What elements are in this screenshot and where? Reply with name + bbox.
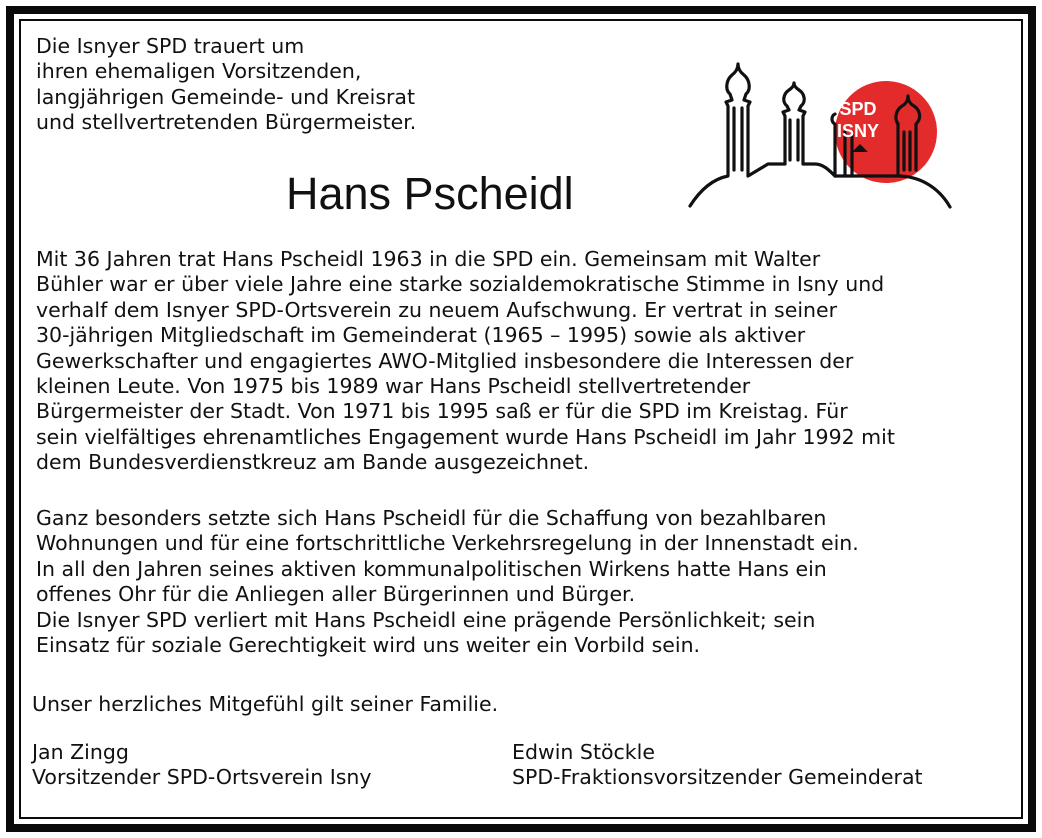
paragraph-line: sein vielfältiges ehrenamtliches Engagement wurde Hans Pscheidl im Jahr 1992 mit: [36, 424, 895, 449]
paragraph-line: 30-jährigen Mitgliedschaft im Gemeinderat (1965 – 1995) sowie als aktiver: [36, 323, 806, 348]
signatory-name: Jan Zingg: [32, 740, 129, 764]
intro-line: langjährigen Gemeinde- und Kreisrat: [36, 84, 416, 109]
intro-text: [36, 34, 416, 135]
condolence-line: Unser herzliches Mitgefühl gilt seiner Familie.: [32, 692, 499, 716]
logo-spd-text: SPD: [839, 99, 877, 119]
signatory-role: SPD-Fraktionsvorsitzender Gemeinderat: [512, 765, 923, 790]
paragraph-line: offenes Ohr für die Anliegen aller Bürgerinnen und Bürger.: [36, 582, 636, 607]
paragraph-line: Mit 36 Jahren trat Hans Pscheidl 1963 in die SPD ein. Gemeinsam mit Walter: [36, 247, 821, 271]
paragraph-line: Bürgermeister der Stadt. Von 1971 bis 1995 saß er für die SPD im Kreistag. Für: [36, 399, 848, 424]
signatory-role: Vorsitzender SPD-Ortsverein Isny: [32, 765, 372, 790]
intro-line: und stellvertretenden Bürgermeister.: [36, 109, 417, 134]
signature-right: [512, 740, 923, 791]
paragraph-line: Wohnungen und für eine fortschrittliche Verkehrsregelung in der Innenstadt ein.: [36, 531, 859, 556]
paragraph-line: Die Isnyer SPD verliert mit Hans Pscheidl eine prägende Persönlichkeit; sein: [36, 607, 816, 632]
skyline-icon: [690, 64, 950, 207]
paragraph-line: Bühler war er über viele Jahre eine starke sozialdemokratische Stimme in Isny und: [36, 272, 885, 297]
signature-left: [32, 740, 372, 791]
tribute-paragraph: [36, 506, 859, 658]
signatory-name: Edwin Stöckle: [512, 740, 655, 764]
deceased-name: Hans Pscheidl: [286, 168, 574, 219]
paragraph-line: In all den Jahren seines aktiven kommunalpolitischen Wirkens hatte Hans ein: [36, 556, 827, 581]
intro-line: Die Isnyer SPD trauert um: [36, 34, 305, 58]
paragraph-line: Einsatz für soziale Gerechtigkeit wird uns weiter ein Vorbild sein.: [36, 633, 701, 658]
intro-line: ihren ehemaligen Vorsitzenden,: [36, 59, 362, 84]
paragraph-line: Ganz besonders setzte sich Hans Pscheidl für die Schaffung von bezahlbaren: [36, 506, 827, 530]
paragraph-line: verhalf dem Isnyer SPD-Ortsverein zu neuem Aufschwung. Er vertrat in seiner: [36, 297, 838, 322]
logo-isny-text: ISNY: [836, 121, 880, 141]
paragraph-line: Gewerkschafter und engagiertes AWO-Mitglied insbesondere die Interessen der: [36, 348, 854, 373]
biography-paragraph: [36, 247, 895, 476]
paragraph-line: dem Bundesverdienstkreuz am Bande ausgezeichnet.: [36, 450, 590, 475]
paragraph-line: kleinen Leute. Von 1975 bis 1989 war Hans Pscheidl stellvertretender: [36, 374, 751, 399]
spd-isny-logo: [686, 60, 956, 215]
